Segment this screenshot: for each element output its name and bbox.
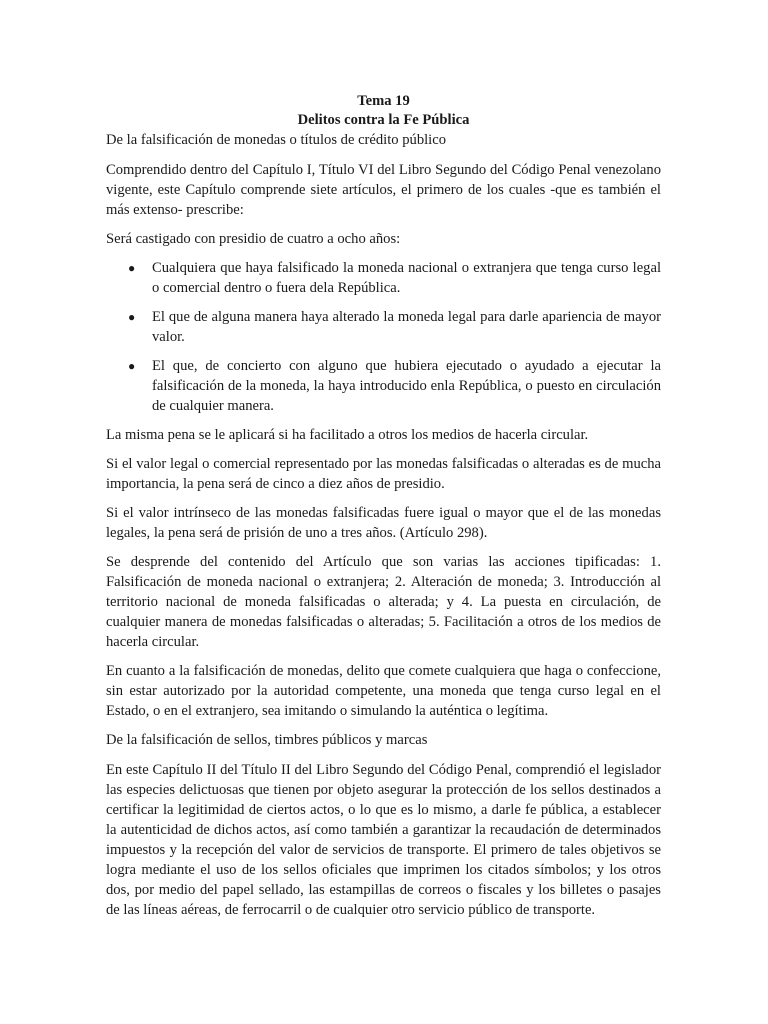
list-item-text: El que de alguna manera haya alterado la moneda legal para darle apariencia de mayor valor. — [152, 309, 661, 345]
list-item — [106, 307, 661, 347]
list-item-text: El que, de concierto con alguno que hubiera ejecutado o ayudado a ejecutar la falsificación de la moneda, la haya introducido enla República, o puesto en circulación de cualquier manera. — [152, 358, 661, 414]
document-page — [106, 92, 661, 929]
paragraph-penalty: Será castigado con presidio de cuatro a ocho años: — [106, 231, 401, 247]
document-title-topic: Tema 19 — [357, 93, 410, 109]
paragraph-actions: Se desprende del contenido del Artículo que son varias las acciones tipificadas: 1. Falsificación de moneda nacional o extranjera; 2. Alteración de moneda; 3. Introducción al territorio nacional de moneda falsificadas o alterada; y 4. La puesta en circulación, de cualquier manera de monedas falsificadas o alteradas; 5. Facilitación a otros de los medios de hacerla circular. — [106, 554, 661, 650]
paragraph-sellos: En este Capítulo II del Título II del Libro Segundo del Código Penal, comprendió el legislador las especies delictuosas que tienen por objeto asegurar la protección de los sellos destinados a certificar la legitimidad de ciertos actos, o lo que es lo mismo, a darle fe pública, a establecer la autenticidad de dichos actos, así como también a garantizar la recaudación de determinados impuestos y la recepción del valor de servicios de transporte. El primero de tales objetivos se logra mediante el uso de los sellos oficiales que imprimen los citados símbolos; y los otros dos, por medio del papel sellado, las estampillas de correos o fiscales y los billetes o pasajes de las líneas aéreas, de ferrocarril o de cualquier otro servicio público de transporte. — [106, 762, 661, 918]
paragraph-falsification: En cuanto a la falsificación de monedas, delito que comete cualquiera que haga o confeccione, sin estar autorizado por la autoridad competente, una moneda que tenga curso legal en el Estado, o en el extranjero, sea imitando o simulando la auténtica o legítima. — [106, 663, 661, 719]
paragraph-same-penalty: La misma pena se le aplicará si ha facilitado a otros los medios de hacerla circular. — [106, 427, 589, 443]
bullet-icon: ● — [128, 359, 136, 373]
list-item-text: Cualquiera que haya falsificado la moneda nacional o extranjera que tenga curso legal o comercial dentro o fuera dela República. — [152, 260, 661, 296]
list-item — [106, 356, 661, 416]
document-title: Delitos contra la Fe Pública — [297, 112, 470, 128]
bullet-icon: ● — [128, 261, 136, 275]
paragraph-intro: Comprendido dentro del Capítulo I, Título VI del Libro Segundo del Código Penal venezolano vigente, este Capítulo comprende siete artículos, el primero de los cuales -que es también el más extenso- prescribe: — [106, 162, 661, 218]
paragraph-intrinsic-value: Si el valor intrínseco de las monedas falsificadas fuere igual o mayor que el de las monedas legales, la pena será de prisión de uno a tres años. (Artículo 298). — [106, 505, 661, 541]
penalty-list — [106, 258, 661, 416]
section-heading-sellos: De la falsificación de sellos, timbres públicos y marcas — [106, 732, 428, 748]
paragraph-high-value: Si el valor legal o comercial representado por las monedas falsificadas o alteradas es de mucha importancia, la pena será de cinco a diez años de presidio. — [106, 456, 661, 492]
bullet-icon: ● — [128, 310, 136, 324]
section-heading-monedas: De la falsificación de monedas o títulos de crédito público — [106, 132, 447, 148]
list-item — [106, 258, 661, 298]
